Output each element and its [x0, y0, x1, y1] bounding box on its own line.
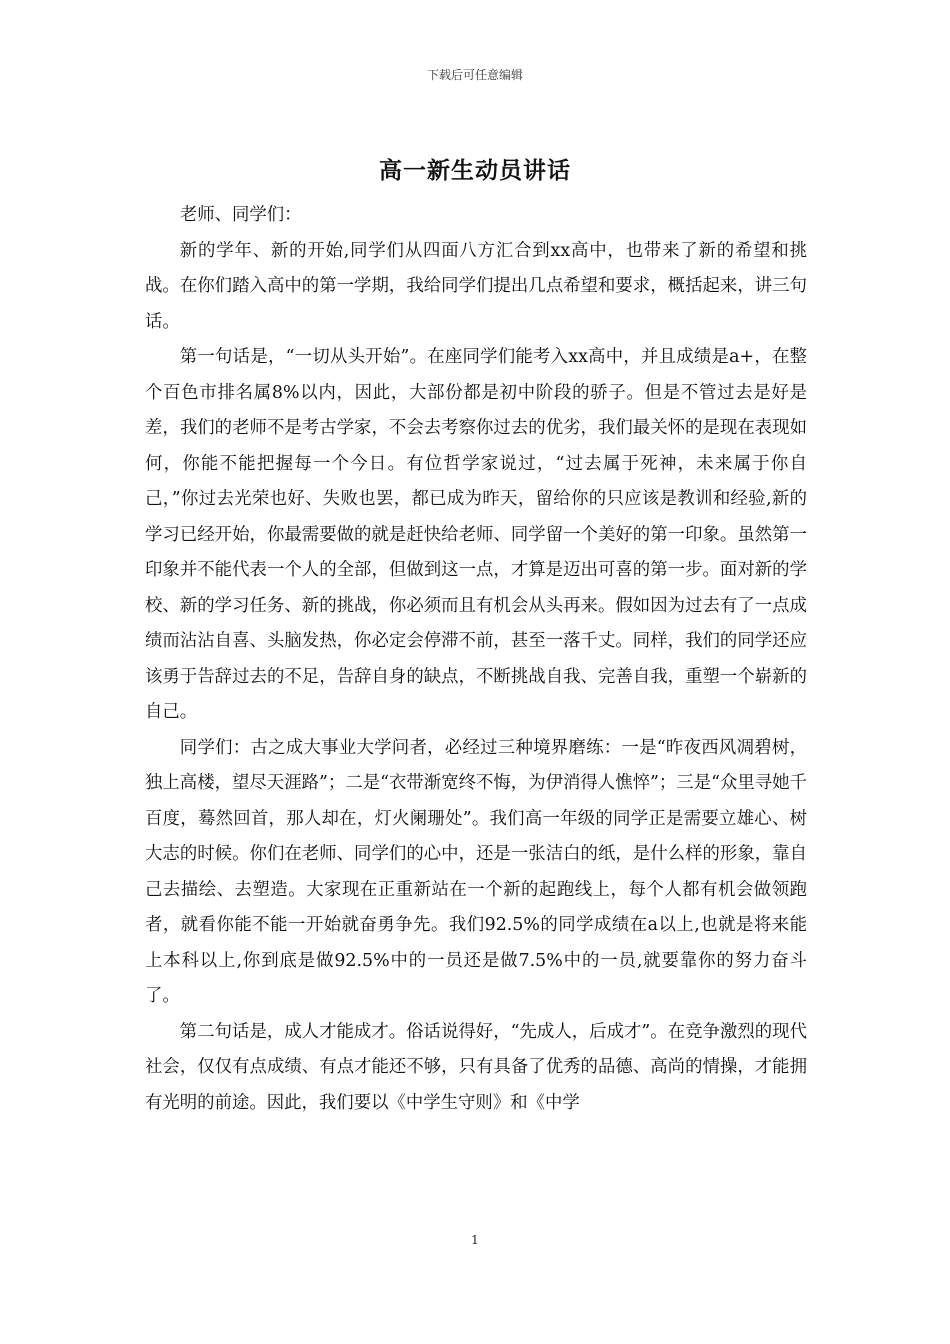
first-point-paragraph: 第一句话是，“一切从头开始”。在座同学们能考入xx高中，并且成绩是a+，在整个百色市排名属8%以内，因此，大部份都是初中阶段的骄子。但是不管过去是好是差，我们的老师不是考古学家，不会去考察你过去的优劣，我们最关怀的是现在表现如何，你能不能把握每一个今日。有位哲学家说过，“过去属于死神，未来属于你自己，”你过去光荣也好、失败也罢，都已成为昨天，留给你的只应该是教训和经验,新的学习已经开始，你最需要做的就是赶快给老师、同学留一个美好的第一印象。虽然第一印象并不能代表一个人的全部，但做到这一点，才算是迈出可喜的第一步。面对新的学校、新的学习任务、新的挑战，你必须而且有机会从头再来。假如因为过去有了一点成绩而沾沾自喜、头脑发热，你必定会停滞不前，甚至一落千丈。同样，我们的同学还应该勇于告辞过去的不足，告辞自身的缺点，不断挑战自我、完善自我，重塑一个崭新的自己。	[145, 347, 807, 722]
intro-paragraph: 新的学年、新的开始,同学们从四面八方汇合到xx高中，也带来了新的希望和挑战。在你们踏入高中的第一学期，我给同学们提出几点希望和要求，概括起来，讲三句话。	[145, 240, 807, 332]
document-body	[145, 198, 807, 1121]
salutation-paragraph: 老师、同学们：	[179, 205, 302, 225]
second-point-paragraph: 第二句话是，成人才能成才。俗话说得好，“先成人，后成才”。在竞争激烈的现代社会，仅仅有点成绩、有点才能还不够，只有具备了优秀的品德、高尚的情操，才能拥有光明的前途。因此，我们要以《中学生守则》和《中学	[145, 1021, 807, 1113]
document-title: 高一新生动员讲话	[379, 157, 571, 184]
header-note: 下载后可任意编辑	[426, 68, 523, 82]
three-realms-paragraph: 同学们：古之成大事业大学问者，必经过三种境界磨练：一是“昨夜西风凋碧树，独上高楼，望尽天涯路”；二是“衣带渐宽终不悔，为伊消得人憔悴”；三是“众里寻她千百度，蓦然回首，那人却在，灯火阑珊处”。我们高一年级的同学正是需要立雄心、树大志的时候。你们在老师、同学们的心中，还是一张洁白的纸，是什么样的形象，靠自己去描绘、去塑造。大家现在正重新站在一个新的起跑线上，每个人都有机会做领跑者，就看你能不能一开始就奋勇争先。我们92.5%的同学成绩在a以上,也就是将来能上本科以上,你到底是做92.5%中的一员还是做7.5%中的一员,就要靠你的努力奋斗了。	[145, 737, 807, 1006]
page-number: 1	[471, 1233, 479, 1247]
